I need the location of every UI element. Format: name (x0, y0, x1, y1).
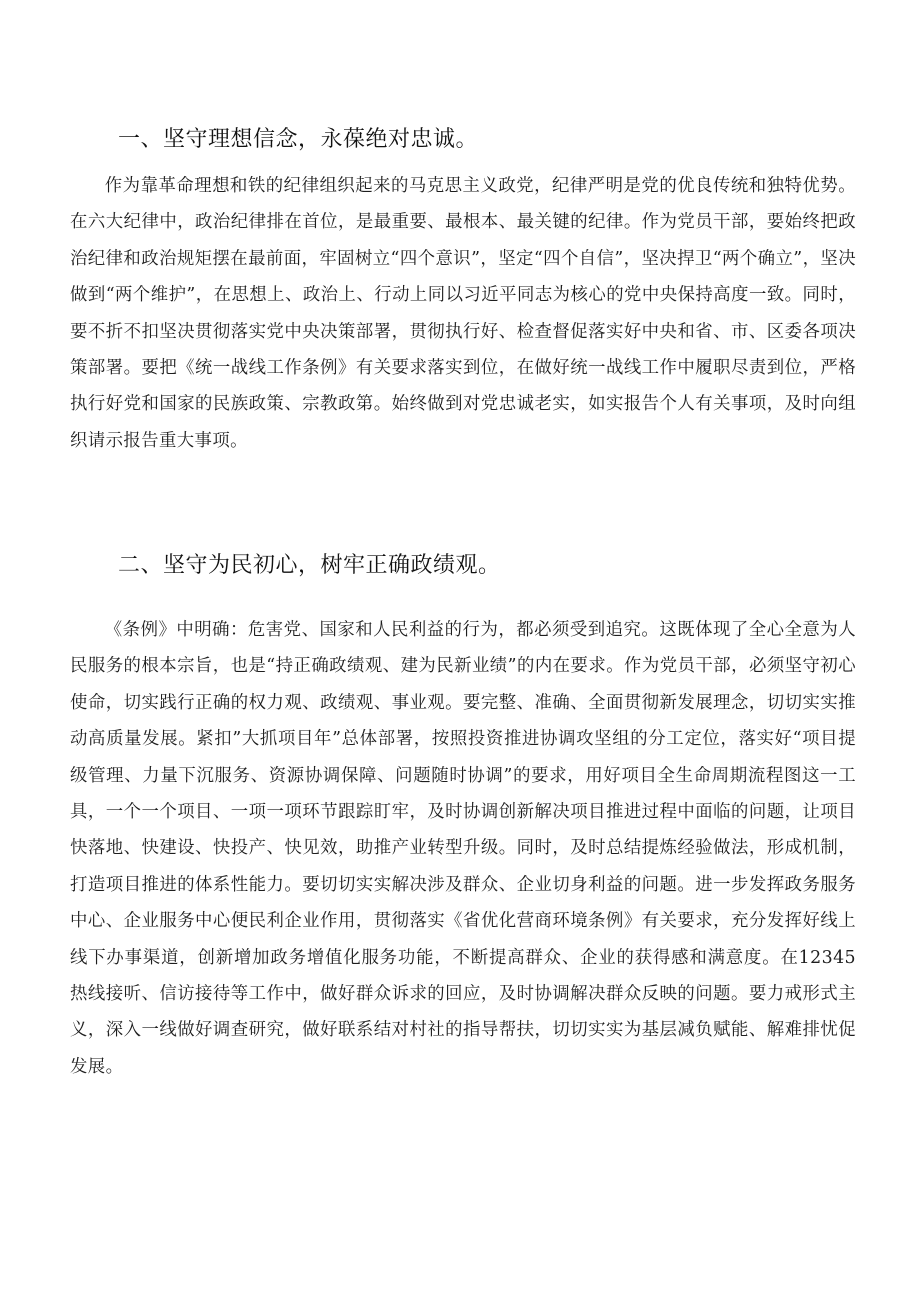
section-2-heading: 二、坚守为民初心，树牢正确政绩观。 (118, 553, 501, 578)
section-1-paragraph: 作为靠革命理想和铁的纪律组织起来的马克思主义政党，纪律严明是党的优良传统和独特优势。在六大纪律中，政治纪律排在首位，是最重要、最根本、最关键的纪律。作为党员干部，要始终把政治纪律和政治规矩摆在最前面，牢固树立“四个意识”，坚定“四个自信”，坚决捍卫“两个确立”，坚决做到“两个维护”，在思想上、政治上、行动上同以习近平同志为核心的党中央保持高度一致。同时，要不折不扣坚决贯彻落实党中央决策部署，贯彻执行好、检查督促落实好中央和省、市、区委各项决策部署。要把《统一战线工作条例》有关要求落实到位，在做好统一战线工作中履职尽责到位，严格执行好党和国家的民族政策、宗教政第。始终做到对党忠诚老实，如实报告个人有关事项，及时向组织请示报告重大事项。 (70, 176, 856, 451)
section-2-paragraph: 《条例》中明确：危害党、国家和人民利益的行为，都必须受到追究。这既体现了全心全意为人民服务的根本宗旨，也是“持正确政绩观、建为民新业绩”的内在要求。作为党员干部，必须坚守初心使命，切实践行正确的权力观、政绩观、事业观。要完整、准确、全面贯彻新发展理念，切切实实推动高质量发展。紧扣”大抓项目年”总体部署，按照投资推进协调攻坚组的分工定位，落实好“项目提级管理、力量下沉服务、资源协调保障、问题随时协调”的要求，用好项目全生命周期流程图这一工具，一个一个项目、一项一项环节跟踪盯牢，及时协调创新解决项目推进过程中面临的问题，让项目快落地、快建设、快投产、快见效，助推产业转型升级。同时，及时总结提炼经验做法，形成机制，打造项目推进的体系性能力。要切切实实解决涉及群众、企业切身利益的问题。进一步发挥政务服务中心、企业服务中心便民利企业作用，贯彻落实《省优化营商环境条例》有关要求，充分发挥好线上线下办事渠道，创新增加政务增值化服务功能，不断提高群众、企业的获得感和满意度。在12345热线接听、信访接待等工作中，做好群众诉求的回应，及时协调解决群众反映的问题。要力戒形式主义，深入一线做好调查研究，做好联系结对村社的指导帮扶，切切实实为基层减负赋能、解难排忧促发展。 (70, 620, 856, 1077)
section-1-heading: 一、坚守理想信念，永葆绝对忠诚。 (118, 127, 479, 152)
